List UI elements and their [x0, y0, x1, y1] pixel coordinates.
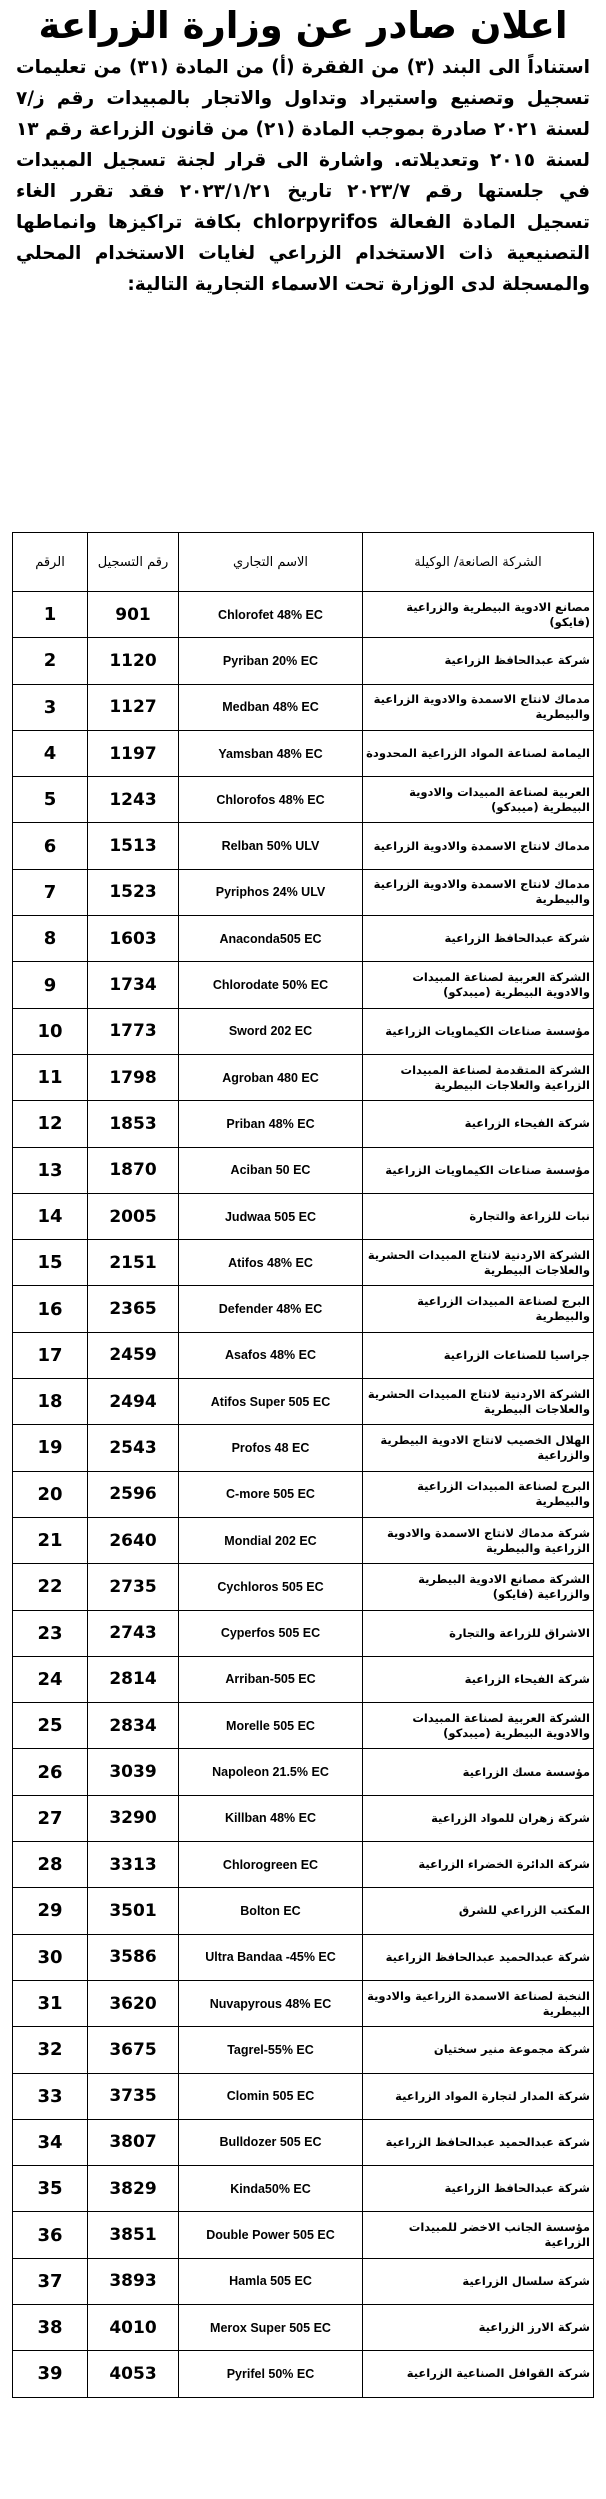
table-row: [13, 2212, 594, 2258]
row-trade-name: Sword 202 EC: [179, 1008, 363, 1054]
row-company: جراسيا للصناعات الزراعية: [363, 1332, 594, 1378]
row-number: 36: [13, 2212, 88, 2258]
table-row: [13, 2027, 594, 2073]
row-reg-number: 4010: [88, 2304, 179, 2350]
row-company: الهلال الخصيب لانتاج الادوية البيطرية والزراعية: [363, 1425, 594, 1471]
row-company: شركة عبدالحافظ الزراعية: [363, 2166, 594, 2212]
row-reg-number: 3039: [88, 1749, 179, 1795]
table-row: [13, 1610, 594, 1656]
row-company: نبات للزراعة والتجارة: [363, 1193, 594, 1239]
row-company: شركة عبدالحافظ الزراعية: [363, 638, 594, 684]
header-company: الشركة الصانعة/ الوكيلة: [363, 533, 594, 592]
row-reg-number: 2543: [88, 1425, 179, 1471]
row-number: 3: [13, 684, 88, 730]
row-trade-name: C-more 505 EC: [179, 1471, 363, 1517]
row-company: شركة القوافل الصناعية الزراعية: [363, 2351, 594, 2397]
row-company: شركة الفيحاء الزراعية: [363, 1101, 594, 1147]
body-part-2: بكافة تراكيزها وانماطها التصنيعية ذات الاستخدام الزراعي لغايات الاستخدام المحلي والمسجلة لدى الوزارة تحت الاسماء التجارية التالية:: [16, 212, 590, 295]
row-reg-number: 1853: [88, 1101, 179, 1147]
row-reg-number: 1243: [88, 777, 179, 823]
table-row: [13, 1054, 594, 1100]
row-reg-number: 2743: [88, 1610, 179, 1656]
table-row: [13, 1749, 594, 1795]
row-number: 12: [13, 1101, 88, 1147]
table-row: [13, 962, 594, 1008]
row-trade-name: Pyriban 20% EC: [179, 638, 363, 684]
row-reg-number: 1603: [88, 916, 179, 962]
row-number: 19: [13, 1425, 88, 1471]
row-trade-name: Aciban 50 EC: [179, 1147, 363, 1193]
table-row: [13, 777, 594, 823]
row-company: مؤسسة الجانب الاخضر للمبيدات الزراعية: [363, 2212, 594, 2258]
announcement-title: اعلان صادر عن وزارة الزراعة: [38, 4, 568, 47]
row-company: الشركة العربية لصناعة المبيدات والادوية البيطرية (ميبدكو): [363, 1703, 594, 1749]
row-company: شركة سلسال الزراعية: [363, 2258, 594, 2304]
row-number: 9: [13, 962, 88, 1008]
row-trade-name: Priban 48% EC: [179, 1101, 363, 1147]
row-number: 37: [13, 2258, 88, 2304]
row-reg-number: 1120: [88, 638, 179, 684]
header-reg-number: رقم التسجيل: [88, 533, 179, 592]
table-row: [13, 1888, 594, 1934]
row-company: الاشراق للزراعة والتجارة: [363, 1610, 594, 1656]
row-number: 27: [13, 1795, 88, 1841]
row-company: شركة عبدالحافظ الزراعية: [363, 916, 594, 962]
active-ingredient: chlorpyrifos: [252, 212, 378, 233]
row-trade-name: Medban 48% EC: [179, 684, 363, 730]
row-company: الشركة الاردنية لانتاج المبيدات الحشرية والعلاجات البيطرية: [363, 1240, 594, 1286]
row-number: 20: [13, 1471, 88, 1517]
row-company: مدماك لانتاج الاسمدة والادوية الزراعية: [363, 823, 594, 869]
row-reg-number: 3851: [88, 2212, 179, 2258]
row-reg-number: 2640: [88, 1517, 179, 1563]
row-trade-name: Kinda50% EC: [179, 2166, 363, 2212]
row-company: شركة زهران للمواد الزراعية: [363, 1795, 594, 1841]
row-reg-number: 1513: [88, 823, 179, 869]
row-reg-number: 2365: [88, 1286, 179, 1332]
row-company: مؤسسة صناعات الكيماويات الزراعية: [363, 1147, 594, 1193]
row-reg-number: 4053: [88, 2351, 179, 2397]
table-row: [13, 2119, 594, 2165]
table-row: [13, 1240, 594, 1286]
row-trade-name: Clomin 505 EC: [179, 2073, 363, 2119]
row-reg-number: 3735: [88, 2073, 179, 2119]
row-number: 28: [13, 1842, 88, 1888]
row-reg-number: 2735: [88, 1564, 179, 1610]
row-company: العربية لصناعة المبيدات والادوية البيطرية (ميبدكو): [363, 777, 594, 823]
row-number: 11: [13, 1054, 88, 1100]
row-reg-number: 1734: [88, 962, 179, 1008]
row-reg-number: 3620: [88, 1980, 179, 2026]
row-number: 35: [13, 2166, 88, 2212]
table-row: [13, 2304, 594, 2350]
row-trade-name: Atifos Super 505 EC: [179, 1379, 363, 1425]
row-trade-name: Tagrel-55% EC: [179, 2027, 363, 2073]
row-number: 30: [13, 1934, 88, 1980]
row-trade-name: Anaconda505 EC: [179, 916, 363, 962]
row-trade-name: Relban 50% ULV: [179, 823, 363, 869]
table-row: [13, 1379, 594, 1425]
row-reg-number: 3290: [88, 1795, 179, 1841]
row-reg-number: 3501: [88, 1888, 179, 1934]
table-row: [13, 2351, 594, 2397]
row-reg-number: 1870: [88, 1147, 179, 1193]
row-number: 38: [13, 2304, 88, 2350]
row-number: 4: [13, 730, 88, 776]
header-trade-name: الاسم التجاري: [179, 533, 363, 592]
row-trade-name: Cyperfos 505 EC: [179, 1610, 363, 1656]
table-row: [13, 1564, 594, 1610]
table-row: [13, 1147, 594, 1193]
row-trade-name: Profos 48 EC: [179, 1425, 363, 1471]
row-number: 8: [13, 916, 88, 962]
row-number: 23: [13, 1610, 88, 1656]
row-trade-name: Chlorogreen EC: [179, 1842, 363, 1888]
row-number: 7: [13, 869, 88, 915]
row-reg-number: 1773: [88, 1008, 179, 1054]
row-reg-number: 2814: [88, 1656, 179, 1702]
row-trade-name: Defender 48% EC: [179, 1286, 363, 1332]
row-reg-number: 2005: [88, 1193, 179, 1239]
row-number: 13: [13, 1147, 88, 1193]
row-number: 31: [13, 1980, 88, 2026]
row-trade-name: Mondial 202 EC: [179, 1517, 363, 1563]
row-number: 24: [13, 1656, 88, 1702]
row-trade-name: Merox Super 505 EC: [179, 2304, 363, 2350]
row-company: الشركة الاردنية لانتاج المبيدات الحشرية والعلاجات البيطرية: [363, 1379, 594, 1425]
header-number: الرقم: [13, 533, 88, 592]
row-number: 26: [13, 1749, 88, 1795]
row-reg-number: 3829: [88, 2166, 179, 2212]
announcement-body: [12, 52, 594, 524]
row-company: البرج لصناعة المبيدات الزراعية والبيطرية: [363, 1471, 594, 1517]
row-reg-number: 901: [88, 592, 179, 638]
row-number: 33: [13, 2073, 88, 2119]
table-row: [13, 1471, 594, 1517]
table-row: [13, 1008, 594, 1054]
row-number: 10: [13, 1008, 88, 1054]
row-number: 29: [13, 1888, 88, 1934]
table-row: [13, 1934, 594, 1980]
row-trade-name: Atifos 48% EC: [179, 1240, 363, 1286]
table-body: [13, 592, 594, 2398]
row-trade-name: Arriban-505 EC: [179, 1656, 363, 1702]
row-reg-number: 3807: [88, 2119, 179, 2165]
row-company: مؤسسة صناعات الكيماويات الزراعية: [363, 1008, 594, 1054]
table-row: [13, 1517, 594, 1563]
table-row: [13, 1286, 594, 1332]
table-row: [13, 730, 594, 776]
row-number: 14: [13, 1193, 88, 1239]
row-number: 39: [13, 2351, 88, 2397]
row-reg-number: 1798: [88, 1054, 179, 1100]
row-trade-name: Yamsban 48% EC: [179, 730, 363, 776]
row-reg-number: 3586: [88, 1934, 179, 1980]
row-number: 25: [13, 1703, 88, 1749]
pesticide-table: [12, 532, 594, 2398]
table-row: [13, 592, 594, 638]
row-number: 21: [13, 1517, 88, 1563]
row-trade-name: Double Power 505 EC: [179, 2212, 363, 2258]
table-row: [13, 823, 594, 869]
row-trade-name: Killban 48% EC: [179, 1795, 363, 1841]
table-row: [13, 1842, 594, 1888]
table-row: [13, 2166, 594, 2212]
row-number: 32: [13, 2027, 88, 2073]
row-reg-number: 1197: [88, 730, 179, 776]
row-number: 2: [13, 638, 88, 684]
row-company: شركة عبدالحميد عبدالحافظ الزراعية: [363, 1934, 594, 1980]
row-trade-name: Nuvapyrous 48% EC: [179, 1980, 363, 2026]
table-row: [13, 1101, 594, 1147]
row-trade-name: Chlorodate 50% EC: [179, 962, 363, 1008]
row-trade-name: Cychloros 505 EC: [179, 1564, 363, 1610]
row-number: 34: [13, 2119, 88, 2165]
row-number: 1: [13, 592, 88, 638]
row-reg-number: 1127: [88, 684, 179, 730]
row-number: 5: [13, 777, 88, 823]
table-row: [13, 1332, 594, 1378]
table-row: [13, 1795, 594, 1841]
row-reg-number: 2151: [88, 1240, 179, 1286]
row-trade-name: Hamla 505 EC: [179, 2258, 363, 2304]
table-row: [13, 1703, 594, 1749]
row-company: البرج لصناعة المبيدات الزراعية والبيطرية: [363, 1286, 594, 1332]
row-number: 18: [13, 1379, 88, 1425]
row-company: الشركة المتقدمة لصناعة المبيدات الزراعية والعلاجات البيطرية: [363, 1054, 594, 1100]
row-trade-name: Agroban 480 EC: [179, 1054, 363, 1100]
row-trade-name: Pyrifel 50% EC: [179, 2351, 363, 2397]
table-row: [13, 638, 594, 684]
row-trade-name: Bulldozer 505 EC: [179, 2119, 363, 2165]
row-reg-number: 2834: [88, 1703, 179, 1749]
row-reg-number: 2494: [88, 1379, 179, 1425]
row-company: مدماك لانتاج الاسمدة والادوية الزراعية والبيطرية: [363, 684, 594, 730]
table-row: [13, 1656, 594, 1702]
row-company: شركة مجموعة منير سختيان: [363, 2027, 594, 2073]
row-company: اليمامة لصناعة المواد الزراعية المحدودة: [363, 730, 594, 776]
body-part-1: استناداً الى البند (٣) من الفقرة (أ) من المادة (٣١) من تعليمات تسجيل وتصنيع واستيراد وتداول والاتجار بالمبيدات رقم ز/٧ لسنة ٢٠٢١ صادرة بموجب المادة (٢١) من قانون الزراعة رقم ١٣ لسنة ٢٠١٥ وتعديلاته. واشارة الى قرار لجنة تسجيل المبيدات في جلستها رقم ٢٠٢٣/٧ تاريخ ٢٠٢٣/١/٢١ فقد تقرر الغاء تسجيل المادة الفعالة: [16, 57, 591, 233]
table-row: [13, 869, 594, 915]
row-trade-name: Asafos 48% EC: [179, 1332, 363, 1378]
row-reg-number: 3675: [88, 2027, 179, 2073]
row-company: مصانع الادوية البيطرية والزراعية (فايكو): [363, 592, 594, 638]
row-company: شركة مدماك لانتاج الاسمدة والادوية الزراعية والبيطرية: [363, 1517, 594, 1563]
row-number: 16: [13, 1286, 88, 1332]
table-row: [13, 2258, 594, 2304]
row-reg-number: 2459: [88, 1332, 179, 1378]
table-row: [13, 916, 594, 962]
row-number: 15: [13, 1240, 88, 1286]
table-header-row: [13, 533, 594, 592]
row-company: الشركة العربية لصناعة المبيدات والادوية البيطرية (ميبدكو): [363, 962, 594, 1008]
row-company: مؤسسة مسك الزراعية: [363, 1749, 594, 1795]
row-trade-name: Chlorofos 48% EC: [179, 777, 363, 823]
row-reg-number: 3893: [88, 2258, 179, 2304]
table-row: [13, 684, 594, 730]
row-trade-name: Bolton EC: [179, 1888, 363, 1934]
row-company: شركة الدائرة الخضراء الزراعية: [363, 1842, 594, 1888]
table-row: [13, 1980, 594, 2026]
row-trade-name: Napoleon 21.5% EC: [179, 1749, 363, 1795]
row-reg-number: 1523: [88, 869, 179, 915]
row-reg-number: 3313: [88, 1842, 179, 1888]
row-trade-name: Ultra Bandaa -45% EC: [179, 1934, 363, 1980]
row-company: المكتب الزراعي للشرق: [363, 1888, 594, 1934]
table-row: [13, 1425, 594, 1471]
row-trade-name: Pyriphos 24% ULV: [179, 869, 363, 915]
row-number: 6: [13, 823, 88, 869]
row-company: مدماك لانتاج الاسمدة والادوية الزراعية والبيطرية: [363, 869, 594, 915]
row-trade-name: Chlorofet 48% EC: [179, 592, 363, 638]
row-trade-name: Morelle 505 EC: [179, 1703, 363, 1749]
row-trade-name: Judwaa 505 EC: [179, 1193, 363, 1239]
table-row: [13, 2073, 594, 2119]
row-company: شركة عبدالحميد عبدالحافظ الزراعية: [363, 2119, 594, 2165]
row-number: 22: [13, 1564, 88, 1610]
row-company: شركة الارز الزراعية: [363, 2304, 594, 2350]
row-company: شركة المدار لتجارة المواد الزراعية: [363, 2073, 594, 2119]
row-reg-number: 2596: [88, 1471, 179, 1517]
table-row: [13, 1193, 594, 1239]
row-company: الشركة مصانع الادوية البيطرية والزراعية (فايكو): [363, 1564, 594, 1610]
row-number: 17: [13, 1332, 88, 1378]
row-company: النخبة لصناعة الاسمدة الزراعية والادوية البيطرية: [363, 1980, 594, 2026]
row-company: شركة الفيحاء الزراعية: [363, 1656, 594, 1702]
